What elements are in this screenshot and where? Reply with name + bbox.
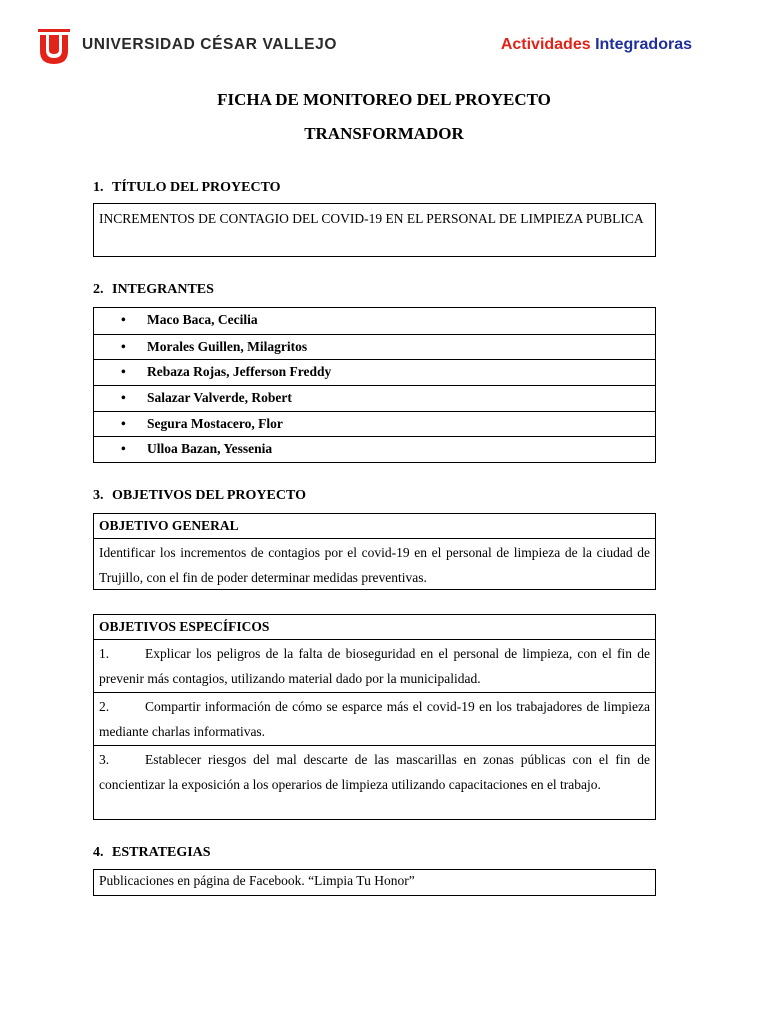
bullet-icon: •	[121, 338, 126, 354]
member-name: Maco Baca, Cecilia	[147, 312, 258, 327]
member-name: Rebaza Rojas, Jefferson Freddy	[147, 364, 332, 380]
document-title-line-1: FICHA DE MONITOREO DEL PROYECTO	[217, 90, 551, 109]
section-number: 1.	[93, 180, 104, 195]
specific-objective-row	[94, 745, 655, 798]
specific-objectives-header: OBJETIVOS ESPECÍFICOS	[99, 619, 270, 634]
member-name: Morales Guillen, Milagritos	[147, 338, 308, 354]
activities-label	[501, 36, 692, 54]
bullet-icon: •	[121, 312, 126, 327]
document-title-line-2: TRANSFORMADOR	[304, 124, 464, 143]
section-label: TÍTULO DEL PROYECTO	[112, 180, 281, 195]
bullet-icon: •	[121, 441, 126, 457]
section-label: OBJETIVOS DEL PROYECTO	[112, 488, 306, 503]
general-objective-text: Identificar los incrementos de contagios por el covid-19 en el personal de limpieza de la ciudad de Trujillo, con el fin de poder determinar medidas preventivas.	[94, 538, 655, 591]
bullet-icon: •	[121, 415, 126, 431]
integrators-word: Integradoras	[595, 36, 692, 53]
objective-text: Compartir información de cómo se esparce más el covid-19 en los trabajadores de limpieza mediante charlas informativas.	[99, 699, 650, 739]
project-title-box	[93, 203, 656, 257]
specific-objective-row	[94, 639, 655, 692]
bullet-icon: •	[121, 390, 126, 406]
objective-number: 2.	[99, 699, 110, 714]
member-row	[94, 411, 655, 437]
section-heading-objectives	[93, 488, 306, 504]
objective-number: 1.	[99, 646, 110, 661]
section-heading-members	[93, 282, 214, 298]
project-title-text: INCREMENTOS DE CONTAGIO DEL COVID-19 EN EL PERSONAL DE LIMPIEZA PUBLICA	[99, 211, 644, 226]
member-row	[94, 334, 655, 360]
general-objective-header: OBJETIVO GENERAL	[99, 518, 239, 533]
section-number: 3.	[93, 488, 104, 503]
strategy-box	[93, 869, 656, 896]
document-header	[36, 26, 696, 70]
section-label: ESTRATEGIAS	[112, 845, 211, 860]
activities-word: Actividades	[500, 36, 591, 53]
objective-number: 3.	[99, 752, 110, 767]
section-number: 2.	[93, 282, 104, 297]
section-heading-title	[93, 180, 281, 196]
member-row	[94, 308, 655, 334]
section-heading-strategies	[93, 845, 211, 861]
specific-objectives-table	[93, 614, 656, 820]
section-label: INTEGRANTES	[112, 282, 214, 297]
member-name: Salazar Valverde, Robert	[147, 390, 292, 406]
member-row	[94, 385, 655, 411]
bullet-icon: •	[121, 364, 126, 380]
ucv-logo-icon	[36, 26, 72, 66]
member-name: Segura Mostacero, Flor	[147, 415, 283, 431]
members-table	[93, 307, 656, 463]
member-name: Ulloa Bazan, Yessenia	[147, 441, 273, 457]
strategy-text: Publicaciones en página de Facebook. “Limpia Tu Honor”	[99, 873, 415, 888]
objective-text: Establecer riesgos del mal descarte de las mascarillas en zonas públicas con el fin de concientizar la exposición a los operarios de limpieza utilizando capacitaciones en el trabajo.	[99, 752, 650, 792]
member-row	[94, 359, 655, 385]
member-row	[94, 436, 655, 462]
university-name: UNIVERSIDAD CÉSAR VALLEJO	[82, 36, 337, 53]
specific-objective-row	[94, 692, 655, 745]
objective-text: Explicar los peligros de la falta de bioseguridad en el personal de limpieza, con el fin de prevenir más contagios, utilizando material dado por la municipalidad.	[99, 646, 650, 686]
general-objective-table	[93, 513, 656, 590]
section-number: 4.	[93, 845, 104, 860]
